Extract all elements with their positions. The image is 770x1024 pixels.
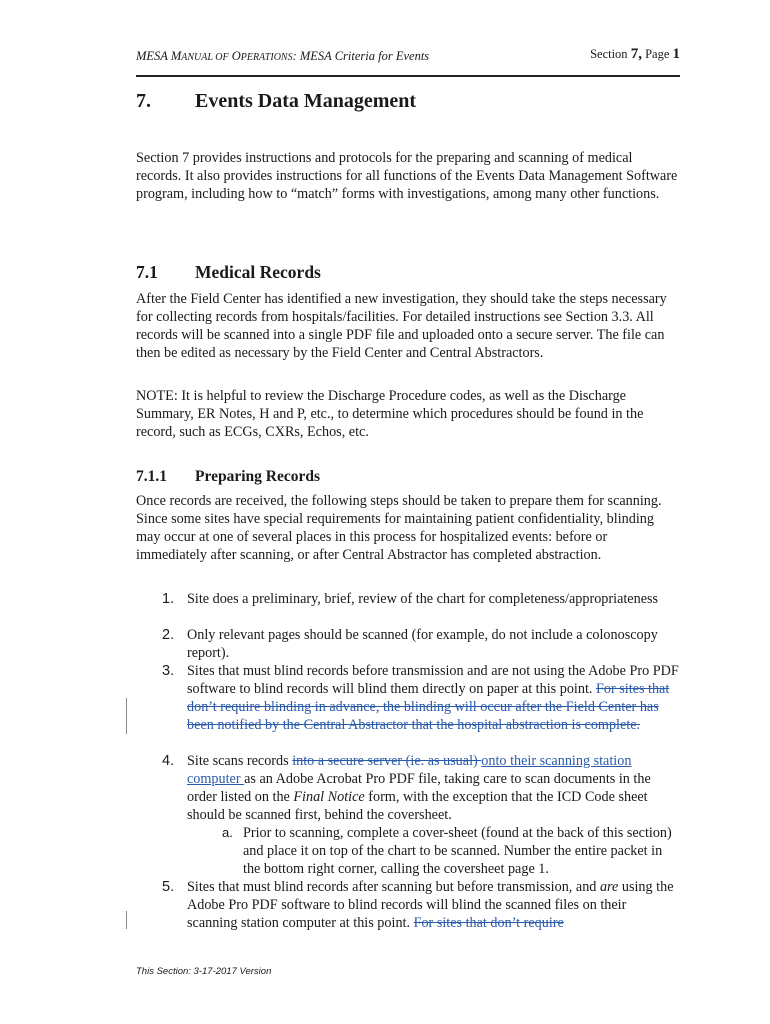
tracked-deletion: For sites that don’t require bbox=[413, 915, 564, 931]
header-page-number: Section 7, Page 1 bbox=[590, 46, 680, 62]
section-heading-7-1-1: 7.1.1 Preparing Records bbox=[136, 468, 320, 485]
tracked-deletion: into a secure server (ie. as usual) bbox=[292, 753, 482, 769]
header-divider bbox=[136, 75, 680, 77]
running-header bbox=[136, 46, 680, 68]
medical-records-paragraph: After the Field Center has identified a new investigation, they should take the steps necessary for collecting records from hospitals/facilities. For detailed instructions see Section 3.3. All records will be scanned into a single PDF file and uploaded onto a secure server. The file can then be edited as necessary by the Field Center and Central Abstractors. bbox=[136, 291, 667, 361]
change-bar bbox=[126, 911, 127, 929]
preparing-records-paragraph: Once records are received, the following steps should be taken to prepare them for scanning. Since some sites have special requirements for maintaining patient confidentiality, blinding may occur at one of several places in this process for hospitalized events: before or immediately after scanning, or after Central Abstractor has completed abstraction. bbox=[136, 493, 662, 563]
note-paragraph: NOTE: It is helpful to review the Discharge Procedure codes, as well as the Discharge Summary, ER Notes, H and P, etc., to determine which procedures should be found in the record, such as ECGs, CXRs, Echos, etc. bbox=[136, 388, 644, 440]
tracked-deletion: For sites that don’t require blinding in advance, the blinding will occur after the Field Center has been notified by the Central Abstractor that the hospital abstraction is complete. bbox=[187, 681, 670, 733]
section-heading-7-1: 7.1 Medical Records bbox=[136, 262, 321, 282]
header-manual-title: MESA MANUAL OF OPERATIONS: MESA Criteria for Events bbox=[136, 49, 430, 63]
document-page: MESA MANUAL OF OPERATIONS: MESA Criteria for Events Section 7, Page 1 7. Events Data Management Section 7 provides instructions and protocols for the preparing and scanning of medical records. It also provides instructions for all functions of the Events Data Management Software program, including how to “match” forms with investigations, among many other functions. 7.1 Medical Records After the Field Center has identified a new investigation, they should take the steps necessary for collecting records from hospitals/facilities. For detailed instructions see Section 3.3. All records will be scanned into a single PDF file and uploaded onto a secure server. The file can then be edited as necessary by the Field Center and Central Abstractors. NOTE: It is helpful to review the Discharge Procedure codes, as well as the Discharge Summary, ER Notes, H and P, etc., to determine which procedures should be found in the record, such as ECGs, CXRs, Echos, etc. 7.1.1 Preparing Records Once records are received, the following steps should be taken to prepare them for scanning. Since some sites have special requirements for maintaining patient confidentiality, blinding may occur at one of several places in this process for hospitalized events: before or immediately after scanning, or after Central Abstractor has completed abstraction. 1. Site does a preliminary, brief, review of the chart for completeness/appropriateness 2. Only relevant pages should be scanned (for example, do not include a colonoscopy report). 3. Sites that must blind records before transmission and are not using the Adobe Pro PDF software to blind records will blind them directly on paper at this point. For sites that don’t require blinding in advance, the blinding will occur after the Field Center has been notified by the Central Abstractor that the hospital abstraction is complete. 4. Site scans records into a secure server (ie. as usual) onto their scanning station computer as an Adobe Acrobat Pro PDF file, taking care to scan documents in the order listed on the Final Notice form, with the exception that the ICD Code sheet should be scanned first, behind the coversheet. a. Prior to scanning, complete a cover-sheet (found at the back of this section) and place it on top of the chart to be scanned. Number the entire packet in the bottom right corner, calling the coversheet page 1. 5. Sites that must blind records after scanning but before transmission, and are using the Adobe Pro PDF software to blind records will blind the scanned files on their scanning station computer at this point. For sites that don’t require This Section: 3-17-2017 Version bbox=[0, 0, 770, 1024]
footer-version: This Section: 3-17-2017 Version bbox=[136, 966, 272, 977]
intro-paragraph: Section 7 provides instructions and protocols for the preparing and scanning of medical records. It also provides instructions for all functions of the Events Data Management Software program, including how to “match” forms with investigations, among many other functions. bbox=[136, 150, 678, 202]
chapter-title: 7. Events Data Management bbox=[136, 90, 417, 112]
tracked-insertion: onto their scanning station computer bbox=[187, 753, 632, 787]
change-bar bbox=[126, 698, 127, 734]
